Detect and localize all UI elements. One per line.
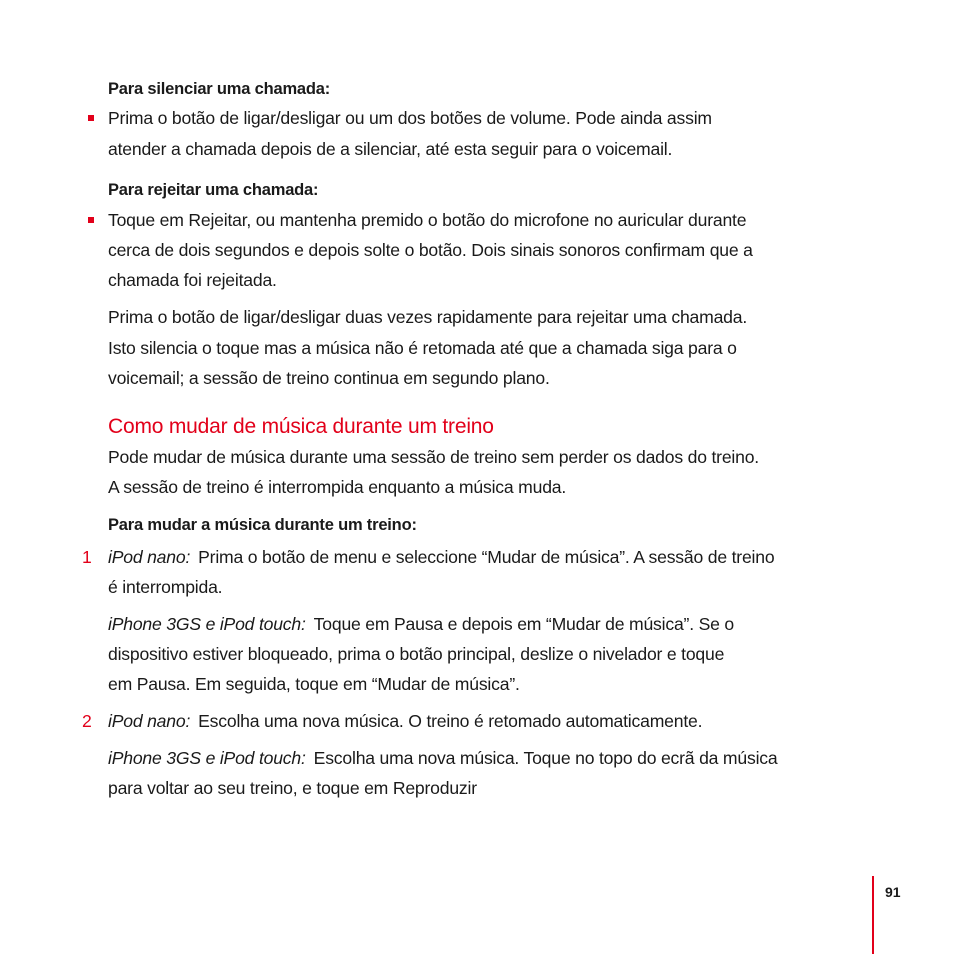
bullet-icon	[88, 217, 94, 223]
change-intro-line-2: A sessão de treino é interrompida enquanto a música muda.	[108, 477, 567, 497]
step-1-nano-line-1	[108, 547, 774, 567]
step-2-nano-text: Escolha uma nova música. O treino é retomado automaticamente.	[198, 711, 703, 731]
step-1-iphone-label: iPhone 3GS e iPod touch:	[108, 614, 306, 634]
reject-para-line-3: voicemail; a sessão de treino continua em segundo plano.	[108, 368, 550, 388]
step-2-nano-label: iPod nano:	[108, 711, 191, 731]
step-2-iphone-label: iPhone 3GS e iPod touch:	[108, 748, 306, 768]
step-2-iphone-line-2: para voltar ao seu treino, e toque em Reproduzir	[108, 778, 477, 798]
silence-line-2: atender a chamada depois de a silenciar, até esta seguir para o voicemail.	[108, 139, 673, 159]
change-heading: Para mudar a música durante um treino:	[108, 516, 417, 534]
step-2-iphone-line-1	[108, 748, 777, 768]
step-number: 1	[82, 547, 92, 567]
reject-line-1: Toque em Rejeitar, ou mantenha premido o botão do microfone no auricular durante	[108, 210, 747, 230]
step-1-nano-text: Prima o botão de menu e seleccione “Mudar de música”. A sessão de treino	[198, 547, 775, 567]
section-title: Como mudar de música durante um treino	[108, 415, 494, 438]
step-2-iphone-text: Escolha uma nova música. Toque no topo do ecrã da música	[313, 748, 778, 768]
step-number: 2	[82, 711, 92, 731]
reject-para-line-1: Prima o botão de ligar/desligar duas vezes rapidamente para rejeitar uma chamada.	[108, 307, 748, 327]
bullet-icon	[88, 115, 94, 121]
step-1-nano-line-2: é interrompida.	[108, 577, 223, 597]
silence-heading: Para silenciar uma chamada:	[108, 80, 331, 98]
reject-para-line-2: Isto silencia o toque mas a música não é retomada até que a chamada siga para o	[108, 338, 737, 358]
reject-line-2: cerca de dois segundos e depois solte o botão. Dois sinais sonoros confirmam que a	[108, 240, 753, 260]
reject-line-3: chamada foi rejeitada.	[108, 270, 277, 290]
reject-heading: Para rejeitar uma chamada:	[108, 181, 319, 199]
silence-line-1: Prima o botão de ligar/desligar ou um dos botões de volume. Pode ainda assim	[108, 108, 712, 128]
change-intro-line-1: Pode mudar de música durante uma sessão de treino sem perder os dados do treino.	[108, 447, 759, 467]
step-1-iphone-line-2: dispositivo estiver bloqueado, prima o botão principal, deslize o nivelador e toque	[108, 644, 725, 664]
page-rule	[872, 876, 874, 954]
step-1-iphone-line-3: em Pausa. Em seguida, toque em “Mudar de música”.	[108, 674, 520, 694]
page-number: 91	[885, 884, 901, 900]
step-1-nano-label: iPod nano:	[108, 547, 191, 567]
step-1-iphone-text: Toque em Pausa e depois em “Mudar de música”. Se o	[313, 614, 734, 634]
step-1-iphone-line-1	[108, 614, 734, 634]
step-2-nano-line-1	[108, 711, 702, 731]
